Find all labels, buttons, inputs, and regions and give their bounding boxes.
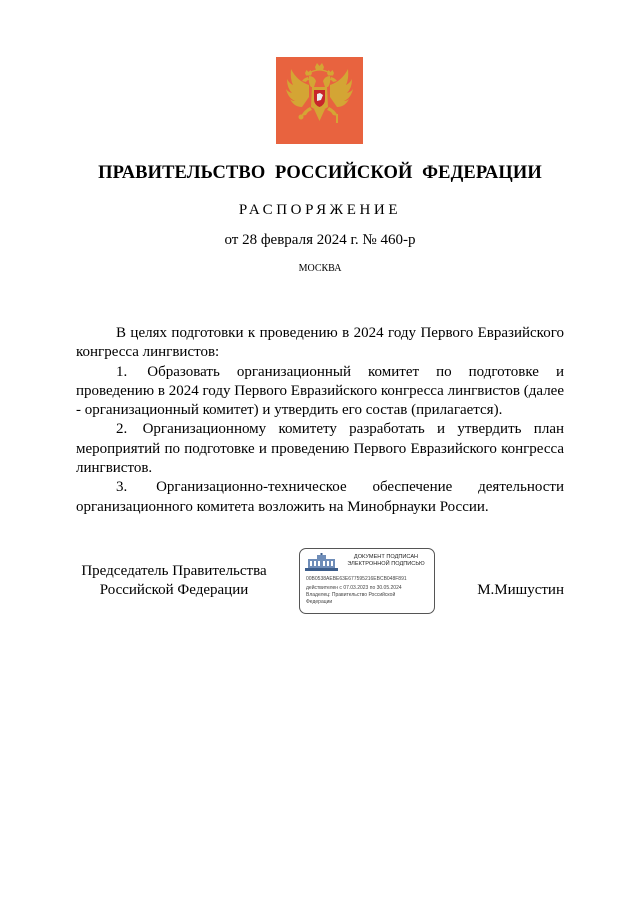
stamp-owner-line2: Федерации [306, 599, 333, 605]
list-item-text: Организационному комитету разработать и утвердить план мероприятий по подготовке и проведению Первого Евразийского конгресса лингвистов. [76, 421, 565, 477]
list-item-number: 3. [116, 479, 128, 496]
electronic-signature-stamp [299, 548, 435, 614]
signatory-name: М.Мишустин [477, 582, 564, 598]
stamp-title [340, 554, 432, 567]
government-title: ПРАВИТЕЛЬСТВО РОССИЙСКОЙ ФЕДЕРАЦИИ [98, 163, 542, 183]
signatory-position-line1: Председатель Правительства [81, 563, 267, 579]
stamp-title-line2: ЭЛЕКТРОННОЙ ПОДПИСЬЮ [347, 560, 425, 567]
stamp-title-line1: ДОКУМЕНТ ПОДПИСАН [353, 554, 419, 560]
document-city: МОСКВА [298, 263, 342, 274]
government-building-icon [305, 553, 338, 571]
document-type: РАСПОРЯЖЕНИЕ [238, 202, 402, 218]
list-item [76, 420, 564, 478]
list-item [76, 478, 564, 517]
list-item-number: 1. [116, 363, 128, 380]
russian-coat-of-arms-icon [276, 57, 363, 144]
list-item-number: 2. [116, 421, 128, 438]
intro-paragraph: В целях подготовки к проведению в 2024 году Первого Евразийского конгресса лингвистов: [76, 325, 564, 361]
stamp-owner-line1: Владелец: Правительство Российской [306, 592, 396, 598]
list-item [76, 363, 564, 421]
document-date-number: от 28 февраля 2024 г. № 460-р [224, 232, 416, 248]
stamp-validity: действителен с 07.03.2023 по 30.05.2024 [306, 585, 402, 591]
signatory-position [76, 562, 272, 600]
signatory-position-line2: Российской Федерации [99, 582, 249, 598]
document-body [76, 324, 564, 517]
list-item-text: Организационно-техническое обеспечение деятельности организационного комитета возложить на Минобрнауки России. [76, 479, 564, 515]
list-item-text: Образовать организационный комитет по подготовке и проведению в 2024 году Первого Евразийского конгресса лингвистов (далее - организационный комитет) и утвердить его состав (прилагается). [76, 363, 564, 419]
stamp-certificate: 00B0538AEBE63E677595216EBCB048F891 [306, 576, 407, 582]
